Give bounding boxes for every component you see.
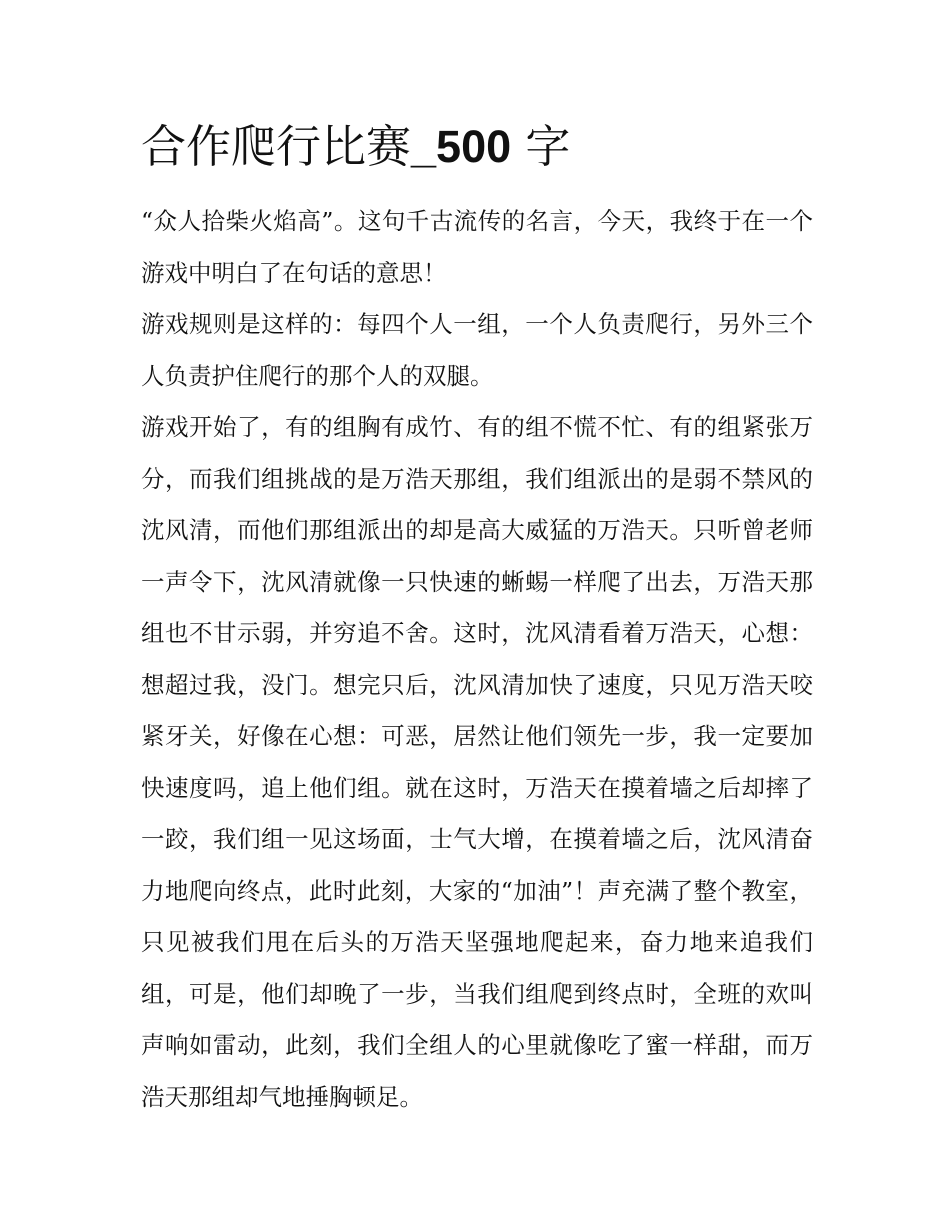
title-text: 合作爬行比赛 (141, 120, 412, 173)
title-suffix: 字 (511, 120, 571, 173)
paragraph-intro: “众人拾柴火焰高”。这句千古流传的名言，今天，我终于在一个游戏中明白了在句话的意思！ (141, 207, 813, 287)
paragraph-story: 游戏开始了，有的组胸有成竹、有的组不慌不忙、有的组紧张万分，而我们组挑战的是万浩天那组，我们组派出的是弱不禁风的沈风清，而他们那组派出的却是高大威猛的万浩天。只听曾老师一声令下，沈风清就像一只快速的蜥蜴一样爬了出去，万浩天那组也不甘示弱，并穷追不舍。这时，沈风清看着万浩天，心想：想超过我，没门。想完只后，沈风清加快了速度，只见万浩天咬紧牙关，好像在心想：可恶，居然让他们领先一步，我一定要加快速度吗，追上他们组。就在这时，万浩天在摸着墙之后却摔了一跤，我们组一见这场面，士气大增，在摸着墙之后，沈风清奋力地爬向终点，此时此刻，大家的“加油”！声充满了整个教室，只见被我们甩在后头的万浩天坚强地爬起来，奋力地来追我们组，可是，他们却晚了一步，当我们组爬到终点时，全班的欢叫声响如雷动，此刻，我们全组人的心里就像吃了蜜一样甜，而万浩天那组却气地捶胸顿足。 (141, 413, 813, 1111)
title-number: _500 (411, 121, 512, 172)
document-content (141, 112, 813, 1123)
paragraph-rules: 游戏规则是这样的：每四个人一组，一个人负责爬行，另外三个人负责护住爬行的那个人的双腿。 (141, 310, 813, 390)
document-title (141, 112, 813, 182)
